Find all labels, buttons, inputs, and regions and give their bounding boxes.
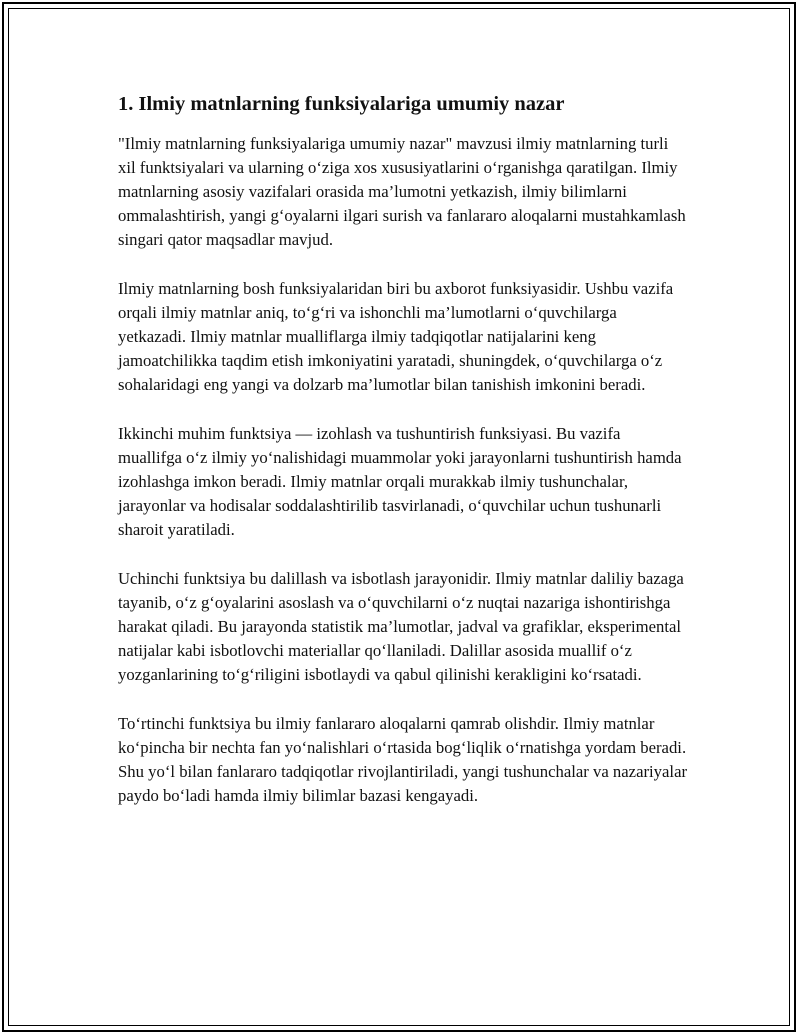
- paragraph-explanation-function: Ikkinchi muhim funktsiya — izohlash va tushuntirish funksiyasi. Bu vazifa muallifga o‘z ilmiy yo‘nalishidagi muammolar yoki jarayonlarni tushuntirish hamda izohlashga imkon beradi. Ilmiy matnlar orqali murakkab ilmiy tushunchalar, jarayonlar va hodisalar soddalashtirilib tasvirlanadi, o‘quvchilar uchun tushunarli sharoit yaratiladi.: [118, 423, 682, 540]
- section-heading: 1. Ilmiy matnlarning funksiyalariga umumiy nazar: [118, 93, 565, 115]
- paragraph-interdisciplinary-function: To‘rtinchi funktsiya bu ilmiy fanlararo aloqalarni qamrab olishdir. Ilmiy matnlar ko‘pincha bir nechta fan yo‘nalishlari o‘rtasida bog‘liqlik o‘rnatishga yordam beradi. Shu yo‘l bilan fanlararo tadqiqotlar rivojlantiriladi, yangi tushunchalar va nazariyalar paydo bo‘ladi hamda ilmiy bilimlar bazasi kengayadi.: [118, 713, 688, 806]
- document-body: [118, 92, 688, 833]
- paragraph-information-function: Ilmiy matnlarning bosh funksiyalaridan biri bu axborot funksiyasidir. Ushbu vazifa orqali ilmiy matnlar aniq, to‘g‘ri va ishonchli ma’lumotlarni o‘quvchilarga yetkazadi. Ilmiy matnlar mualliflarga ilmiy tadqiqotlar natijalarini keng jamoatchilikka taqdim etish imkoniyatini yaratadi, shuningdek, o‘quvchilarga o‘z sohalaridagi eng yangi va dolzarb ma’lumotlar bilan tanishish imkonini beradi.: [118, 278, 674, 395]
- paragraph-intro: "Ilmiy matnlarning funksiyalariga umumiy nazar" mavzusi ilmiy matnlarning turli xil funktsiyalari va ularning o‘ziga xos xususiyatlarini o‘rganishga qaratilgan. Ilmiy matnlarning asosiy vazifalari orasida ma’lumotni yetkazish, ilmiy bilimlarni ommalashtirish, yangi g‘oyalarni ilgari surish va fanlararo aloqalarni mustahkamlash singari qator maqsadlar mavjud.: [118, 133, 686, 250]
- paragraph-proof-function: Uchinchi funktsiya bu dalillash va isbotlash jarayonidir. Ilmiy matnlar daliliy bazaga tayanib, o‘z g‘oyalarini asoslash va o‘quvchilarni o‘z nuqtai nazariga ishontirishga harakat qiladi. Bu jarayonda statistik ma’lumotlar, jadval va grafiklar, eksperimental natijalar kabi isbotlovchi materiallar qo‘llaniladi. Dalillar asosida muallif o‘z yozganlarining to‘g‘riligini isbotlaydi va qabul qilinishi kerakligini ko‘rsatadi.: [118, 568, 684, 685]
